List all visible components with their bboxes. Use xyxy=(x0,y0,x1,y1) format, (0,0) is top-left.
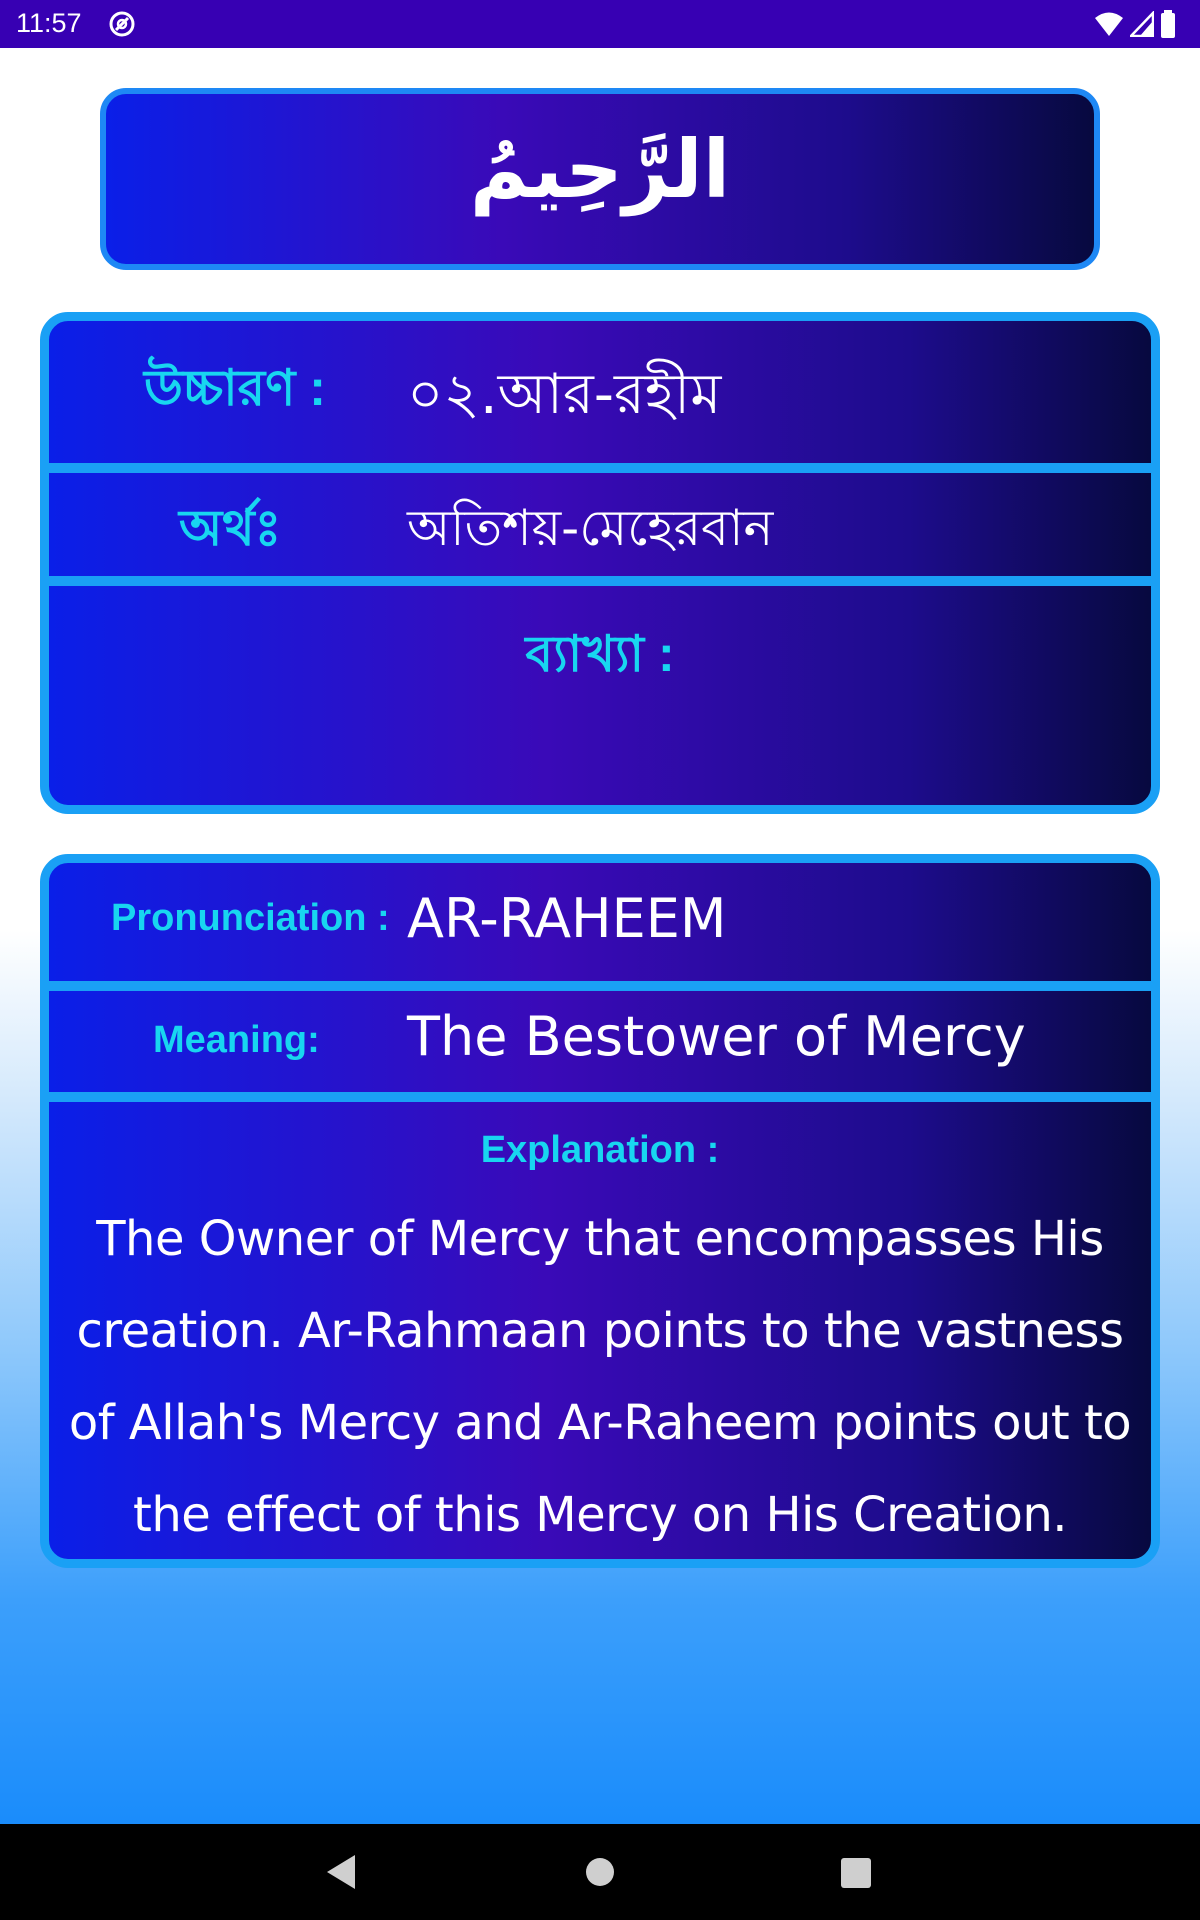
english-explanation-label: Explanation : xyxy=(480,1129,720,1171)
divider xyxy=(49,981,1151,991)
english-pronunciation-value: AR-RAHEEM xyxy=(407,887,727,950)
status-time: 11:57 xyxy=(16,8,82,38)
divider xyxy=(49,576,1151,586)
bangla-pronunciation-value: ০২.আর-রহীম xyxy=(407,362,722,427)
navigation-bar xyxy=(0,1824,1200,1920)
bangla-meaning-value: অতিশয়-মেহেরবান xyxy=(407,499,774,557)
bangla-info-card xyxy=(40,312,1160,814)
english-meaning-value: The Bestower of Mercy xyxy=(407,1005,1026,1068)
recents-icon[interactable] xyxy=(840,1857,872,1893)
bangla-explanation-label: ব্যাখ্যা : xyxy=(525,626,675,682)
battery-icon xyxy=(1160,10,1176,42)
wifi-icon xyxy=(1094,11,1124,41)
arabic-name-title: الرَّحِيمُ xyxy=(469,123,731,216)
bangla-meaning-label: অর্থঃ xyxy=(179,500,282,556)
english-pronunciation-label: Pronunciation : xyxy=(111,897,390,939)
signal-icon xyxy=(1130,11,1154,41)
home-icon[interactable] xyxy=(585,1854,615,1894)
back-icon[interactable] xyxy=(326,1854,356,1894)
status-icons xyxy=(1094,10,1176,42)
english-info-card xyxy=(40,854,1160,1568)
app-notification-icon xyxy=(108,10,136,38)
english-explanation-text: The Owner of Mercy that encompasses His creation. Ar-Rahmaan points to the vastness of Allah's Mercy and Ar-Raheem points out to the effect of this Mercy on His Creation. xyxy=(68,1211,1132,1543)
english-meaning-label: Meaning: xyxy=(153,1019,320,1061)
status-bar xyxy=(0,0,1200,48)
name-header-card xyxy=(100,88,1100,270)
bangla-pronunciation-label: উচ্চারণ : xyxy=(144,360,326,416)
divider xyxy=(49,463,1151,473)
divider xyxy=(49,1092,1151,1102)
